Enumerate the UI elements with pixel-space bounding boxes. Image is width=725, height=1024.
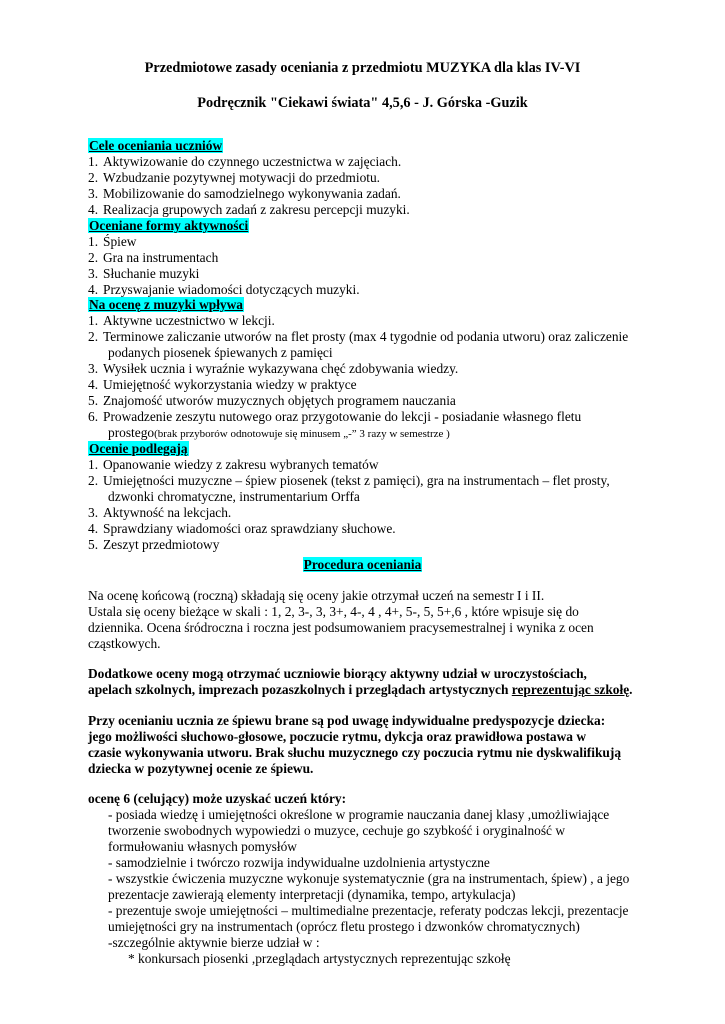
list-item: 1. Aktywne uczestnictwo w lekcji. [88,313,275,328]
list-item: 2. Wzbudzanie pozytywnej motywacji do przedmiotu. [88,170,381,185]
grade6-line: - prezentuje swoje umiejętności – multimedialne prezentacje, referaty podczas lekcji, prezentacje [108,903,629,918]
procedure-heading: Procedura oceniania [303,557,422,572]
bonus-line: apelach szkolnych, imprezach pozaszkolnych i przeglądach artystycznych reprezentując szkołę. [88,682,633,697]
list-item: 1. Aktywizowanie do czynnego uczestnictwa w zajęciach. [88,154,402,169]
singing-line: jego możliwości słuchowo-głosowe, poczucie rytmu, dykcja oraz prawidłowa postawa w [88,729,587,744]
list-item: 5. Zeszyt przedmiotowy [88,537,220,552]
list-item: 2. Gra na instrumentach [88,250,219,265]
list-item-continuation: podanych piosenek śpiewanych z pamięci [108,345,333,360]
section-heading-cele: Cele oceniania uczniów [89,138,223,153]
list-item-continuation: prostego(brak przyborów odnotowuje się minusem „-” 3 razy w semestrze ) [108,425,450,440]
document-title: Przedmiotowe zasady oceniania z przedmiotu MUZYKA dla klas IV-VI [144,60,581,76]
singing-line: czasie wykonywania utworu. Brak słuchu muzycznego czy poczucia rytmu nie dyskwalifikują [88,745,622,760]
paragraph-line: Ustala się oceny bieżące w skali : 1, 2, 3-, 3, 3+, 4-, 4 , 4+, 5-, 5, 5+,6 , które wpisuje się do [88,604,579,619]
list-item: 1. Śpiew [88,234,137,249]
grade6-heading: ocenę 6 (celujący) może uzyskać uczeń który: [88,791,347,806]
list-item: 4. Przyswajanie wiadomości dotyczących muzyki. [88,282,360,297]
grade6-line: prezentacje zawierają elementy interpretacji (dynamika, tempo, artykulacja) [108,887,516,902]
grade6-line: - samodzielnie i twórczo rozwija indywidualne uzdolnienia artystyczne [108,855,490,870]
list-item: 1. Opanowanie wiedzy z zakresu wybranych tematów [88,457,379,472]
list-item: 2. Terminowe zaliczanie utworów na flet prosty (max 4 tygodnie od podania utworu) oraz zaliczenie [88,329,629,344]
paragraph-line: Na ocenę końcową (roczną) składają się oceny jakie otrzymał uczeń na semestr I i II. [88,588,545,603]
bonus-line: Dodatkowe oceny mogą otrzymać uczniowie biorący aktywny udział w uroczystościach, [88,666,587,681]
list-item-continuation: dzwonki chromatyczne, instrumentarium Orffa [108,489,360,504]
document-subtitle: Podręcznik "Ciekawi świata" 4,5,6 - J. Górska -Guzik [197,95,528,111]
grade6-line: tworzenie swobodnych wypowiedzi o muzyce, cechuje go szybkość i oryginalność w [108,823,566,838]
singing-line: Przy ocenianiu ucznia ze śpiewu brane są pod uwagę indywidualne predyspozycje dziecka: [88,713,606,728]
list-item: 3. Wysiłek ucznia i wyraźnie wykazywana chęć zdobywania wiedzy. [88,361,459,376]
section-heading-wplywa: Na ocenę z muzyki wpływa [89,297,243,312]
singing-line: dziecka w pozytywnej ocenie ze śpiewu. [88,761,314,776]
list-item: 3. Słuchanie muzyki [88,266,200,281]
list-item: 3. Mobilizowanie do samodzielnego wykonywania zadań. [88,186,401,201]
paragraph-line: cząstkowych. [88,636,161,651]
grade6-line: * konkursach piosenki ,przeglądach artystycznych reprezentując szkołę [128,951,511,966]
list-item: 4. Umiejętność wykorzystania wiedzy w praktyce [88,377,357,392]
grade6-line: - posiada wiedzę i umiejętności określone w programie nauczania danej klasy ,umożliwiające [108,807,610,822]
list-item: 6. Prowadzenie zeszytu nutowego oraz przygotowanie do lekcji - posiadanie własnego fletu [88,409,582,424]
list-item: 4. Sprawdziany wiadomości oraz sprawdziany słuchowe. [88,521,396,536]
paragraph-line: dziennika. Ocena śródroczna i roczna jest podsumowaniem pracysemestralnej i wynika z ocen [88,620,594,635]
grade6-line: - wszystkie ćwiczenia muzyczne wykonuje systematycznie (gra na instrumentach, śpiew) , a jego [108,871,630,886]
list-item: 3. Aktywność na lekcjach. [88,505,232,520]
list-item: 5. Znajomość utworów muzycznych objętych programem nauczania [88,393,456,408]
grade6-line: -szczególnie aktywnie bierze udział w : [108,935,320,950]
grade6-line: umiejętności gry na instrumentach (oprócz fletu prostego i dzwonków chromatycznych) [108,919,580,934]
grade6-line: formułowaniu własnych pomysłów [108,839,297,854]
section-heading-podlegaja: Ocenie podlegają [89,441,188,456]
section-heading-formy: Oceniane formy aktywności [89,218,249,233]
list-item: 4. Realizacja grupowych zadań z zakresu percepcji muzyki. [88,202,410,217]
list-item: 2. Umiejętności muzyczne – śpiew piosenek (tekst z pamięci), gra na instrumentach – flet prosty, [88,473,610,488]
